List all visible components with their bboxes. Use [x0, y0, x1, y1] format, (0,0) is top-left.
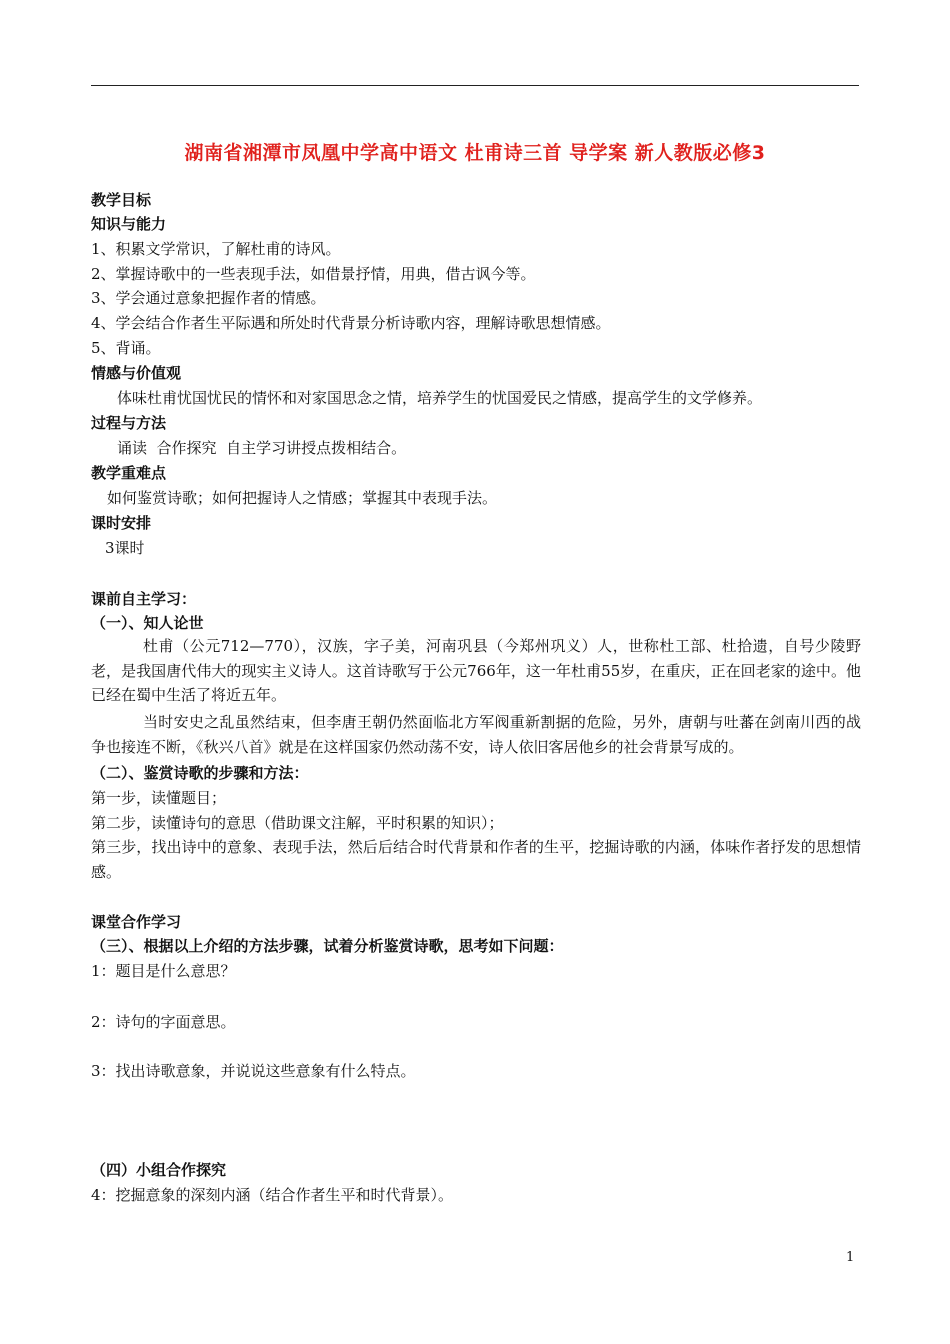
emotion-heading: 情感与价值观 — [91, 364, 182, 382]
objectives-heading: 教学目标 — [91, 191, 152, 209]
prestudy-heading: 课前自主学习： — [91, 590, 197, 608]
part3-heading: （三）、根据以上介绍的方法步骤，试着分析鉴赏诗歌，思考如下问题： — [91, 937, 564, 955]
question-item: 1：题目是什么意思？ — [91, 962, 236, 980]
knowledge-item: 2、掌握诗歌中的一些表现手法，如借景抒情，用典，借古讽今等。 — [91, 265, 536, 283]
step-item: 第二步，读懂诗句的意思（借助课文注解，平时积累的知识）； — [91, 814, 504, 832]
knowledge-item: 1、积累文学常识，了解杜甫的诗风。 — [91, 240, 341, 258]
emotion-text: 体味杜甫忧国忧民的情怀和对家国思念之情，培养学生的忧国爱民之情感，提高学生的文学修养。 — [117, 389, 763, 407]
knowledge-item: 3、学会通过意象把握作者的情感。 — [91, 289, 326, 307]
knowledge-item: 5、背诵。 — [91, 339, 161, 357]
question-item: 2：诗句的字面意思。 — [91, 1013, 236, 1031]
schedule-text: 3课时 — [105, 539, 145, 557]
difficulty-text: 如何鉴赏诗歌；如何把握诗人之情感；掌握其中表现手法。 — [107, 489, 498, 507]
part1-heading: （一）、知人论世 — [91, 614, 204, 632]
part4-heading: （四）小组合作探究 — [91, 1161, 227, 1179]
process-heading: 过程与方法 — [91, 414, 167, 432]
knowledge-item: 4、学会结合作者生平际遇和所处时代背景分析诗歌内容，理解诗歌思想情感。 — [91, 314, 611, 332]
knowledge-heading: 知识与能力 — [91, 215, 167, 233]
difficulty-heading: 教学重难点 — [91, 464, 167, 482]
schedule-heading: 课时安排 — [91, 514, 152, 532]
step-item: 第三步，找出诗中的意象、表现手法，然后后结合时代背景和作者的生平，挖掘诗歌的内涵，体味作者抒发的思想情感。 — [91, 838, 861, 881]
biography-paragraph: 杜甫（公元712—770），汉族，字子美，河南巩县（今郑州巩义）人，世称杜工部、杜拾遗，自号少陵野老，是我国唐代伟大的现实主义诗人。这首诗歌写于公元766年，这一年杜甫55岁，在重庆，正在回老家的途中。他已经在蜀中生活了将近五年。 — [91, 637, 861, 704]
process-text: 诵读 合作探究 自主学习讲授点拨相结合。 — [117, 439, 407, 457]
question-item: 4：挖掘意象的深刻内涵（结合作者生平和时代背景）。 — [91, 1186, 454, 1204]
document-title: 湖南省湘潭市凤凰中学高中语文 杜甫诗三首 导学案 新人教版必修3 — [184, 142, 766, 164]
question-item: 3：找出诗歌意象，并说说这些意象有什么特点。 — [91, 1062, 416, 1080]
step-item: 第一步，读懂题目； — [91, 789, 227, 807]
part2-heading: （二）、鉴赏诗歌的步骤和方法： — [91, 764, 309, 782]
classwork-heading: 课堂合作学习 — [91, 913, 182, 931]
header-rule — [91, 85, 859, 86]
background-paragraph: 当时安史之乱虽然结束，但李唐王朝仍然面临北方军阀重新割据的危险，另外，唐朝与吐蕃在剑南川西的战争也接连不断，《秋兴八首》就是在这样国家仍然动荡不安，诗人依旧客居他乡的社会背景写成的。 — [91, 713, 861, 756]
page-number: 1 — [846, 1250, 855, 1265]
